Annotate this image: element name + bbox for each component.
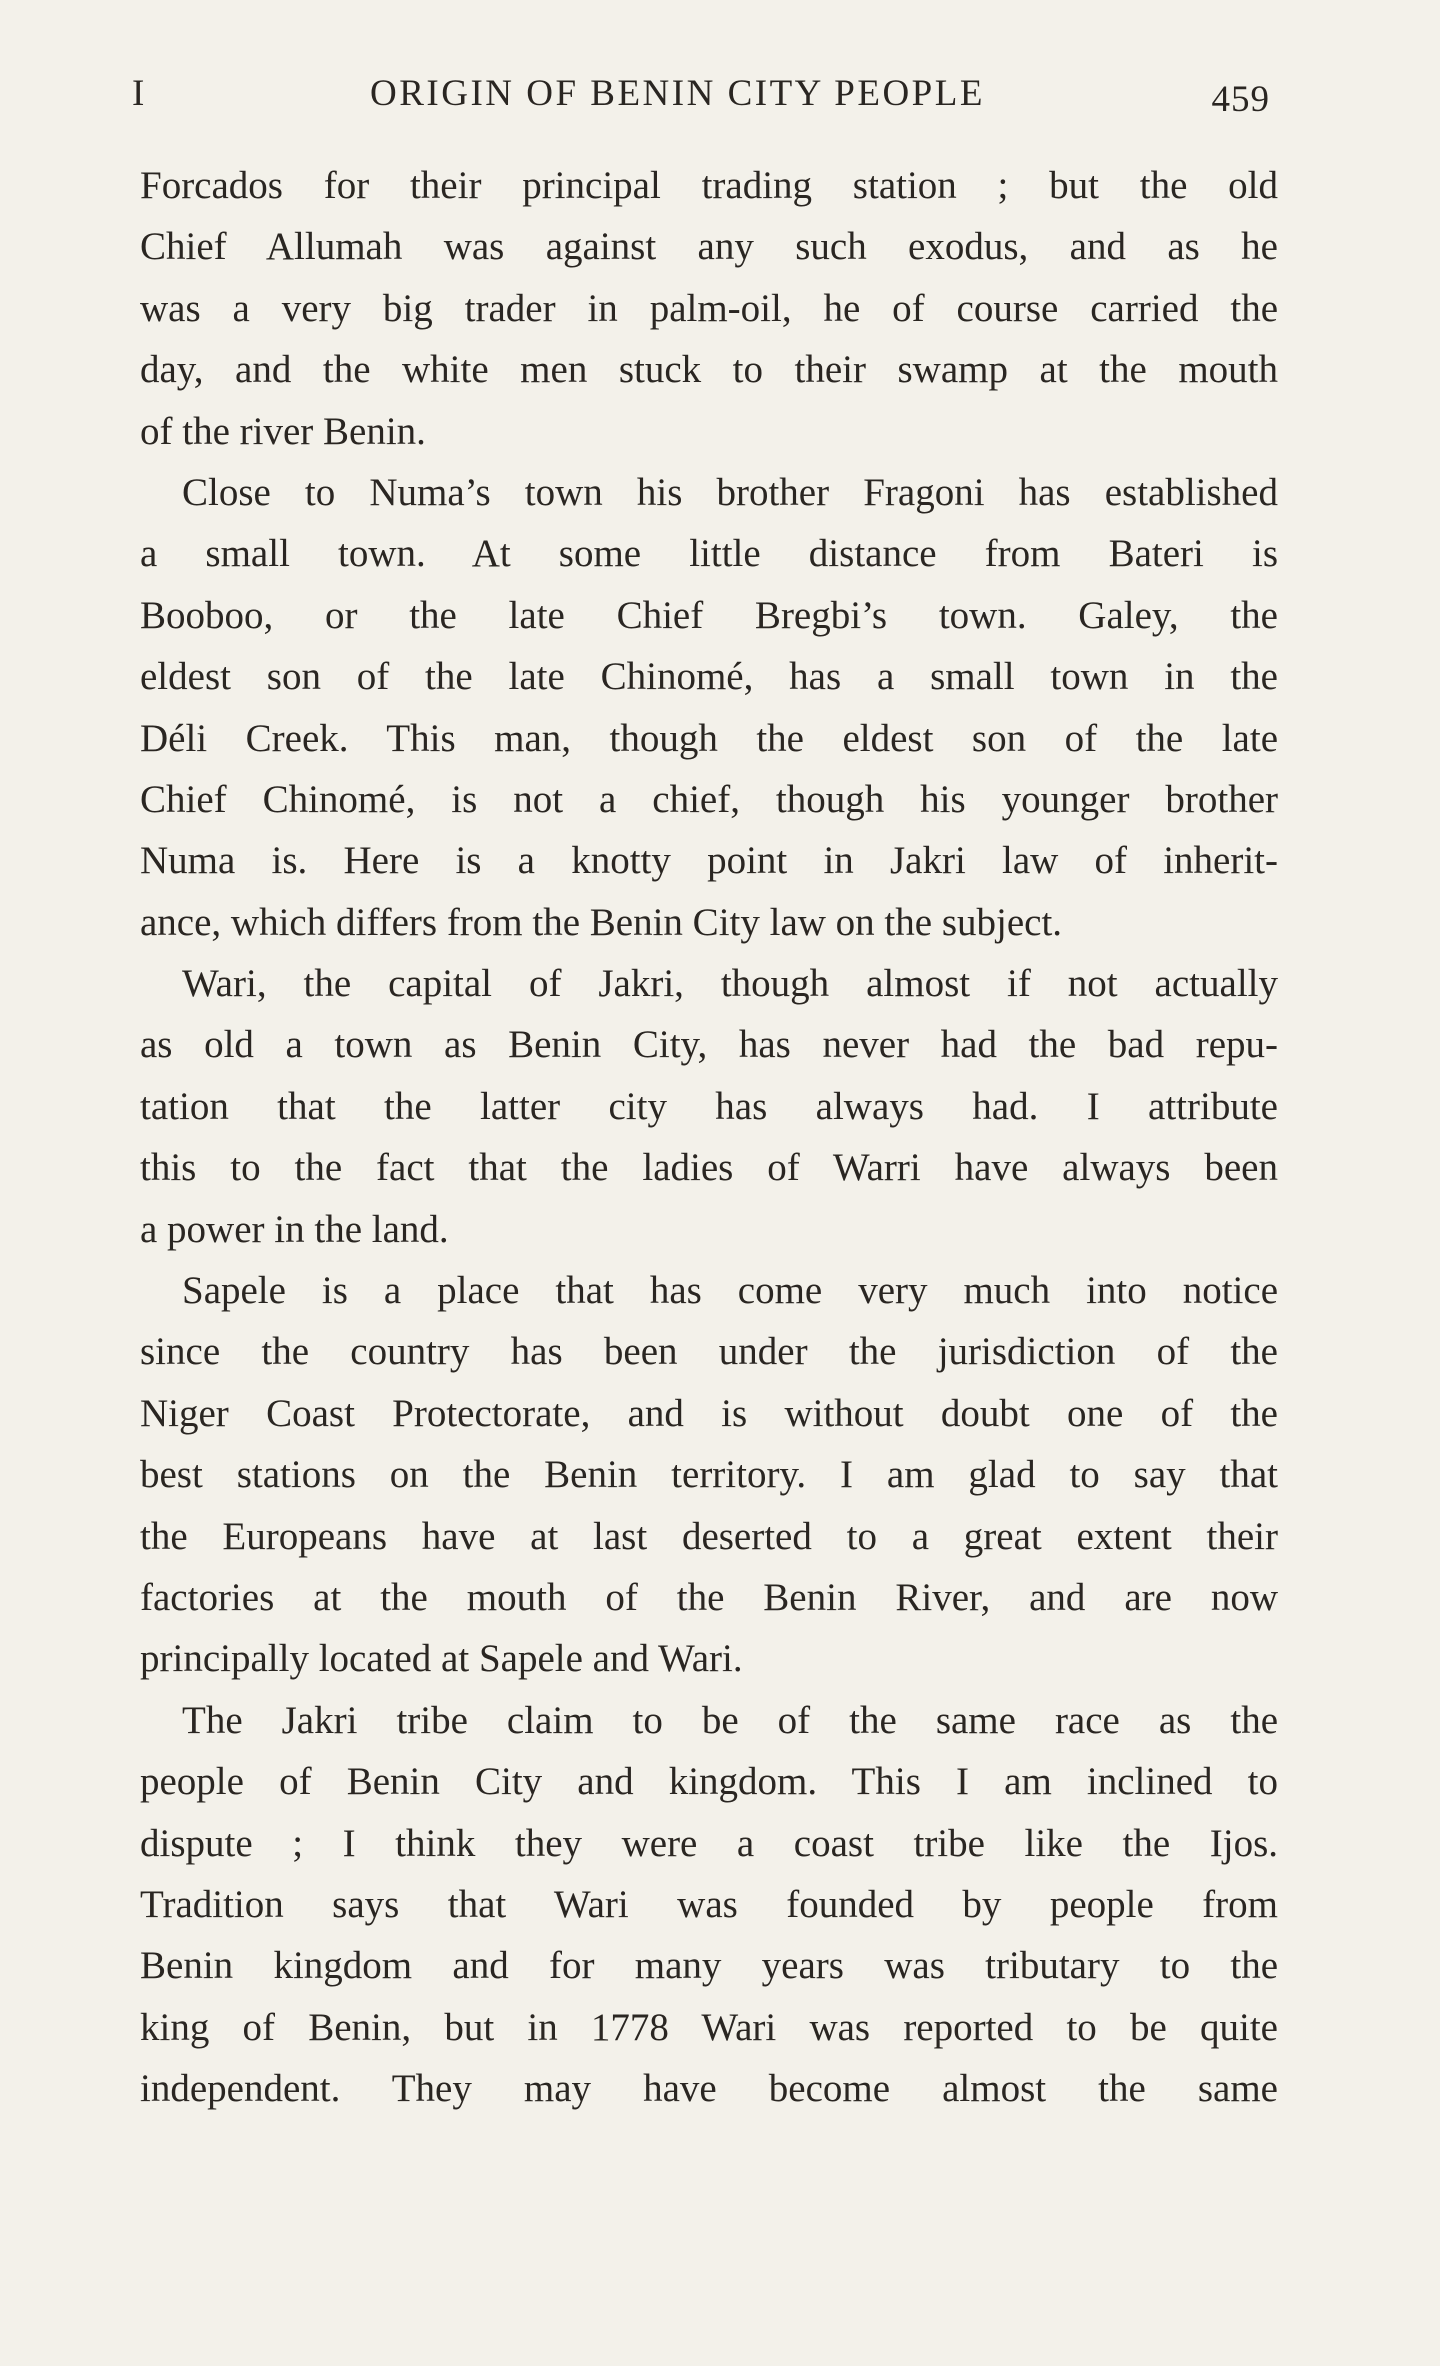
chapter-number: I (132, 73, 147, 114)
text-line: of the river Benin. (140, 409, 426, 453)
text-line: Numa is. Here is a knotty point in Jakri law of inherit- (140, 839, 1278, 883)
text-line: as old a town as Benin City, has never had the bad repu- (140, 1023, 1278, 1067)
text-line: Niger Coast Protectorate, and is without doubt one of the (140, 1391, 1278, 1435)
text-line: a small town. At some little distance from Bateri is (140, 532, 1278, 576)
text-line: ance, which differs from the Benin City law on the subject. (140, 900, 1063, 944)
text-line: best stations on the Benin territory. I am glad to say that (140, 1453, 1278, 1497)
text-line: factories at the mouth of the Benin River, and are now (140, 1575, 1278, 1619)
text-line: Close to Numa’s town his brother Fragoni has established (182, 470, 1278, 514)
text-line: was a very big trader in palm-oil, he of course carried the (140, 286, 1278, 330)
text-line: this to the fact that the ladies of Warri have always been (140, 1146, 1278, 1190)
text-line: day, and the white men stuck to their swamp at the mouth (140, 348, 1278, 392)
text-line: king of Benin, but in 1778 Wari was reported to be quite (140, 2005, 1278, 2049)
text-line: tation that the latter city has always had. I attribute (140, 1084, 1278, 1128)
text-line: dispute ; I think they were a coast tribe like the Ijos. (140, 1821, 1278, 1865)
text-line: principally located at Sapele and Wari. (140, 1637, 743, 1681)
text-line: Sapele is a place that has come very much into notice (182, 1269, 1278, 1313)
text-line: since the country has been under the jurisdiction of the (140, 1330, 1278, 1374)
text-line: Tradition says that Wari was founded by people from (140, 1882, 1278, 1926)
text-line: Benin kingdom and for many years was tributary to the (140, 1944, 1278, 1988)
text-line: a power in the land. (140, 1207, 449, 1251)
text-line: Wari, the capital of Jakri, though almost if not actually (182, 962, 1278, 1006)
running-title: ORIGIN OF BENIN CITY PEOPLE (370, 73, 985, 114)
text-line: Booboo, or the late Chief Bregbi’s town. Galey, the (140, 593, 1278, 637)
text-line: Chief Allumah was against any such exodus, and as he (140, 225, 1278, 269)
text-line: The Jakri tribe claim to be of the same race as the (182, 1698, 1278, 1742)
text-line: Forcados for their principal trading station ; but the old (140, 164, 1278, 207)
page-number: 459 (1211, 79, 1270, 120)
text-line: people of Benin City and kingdom. This I am inclined to (140, 1760, 1278, 1804)
text-line: Chief Chinomé, is not a chief, though his younger brother (140, 777, 1278, 821)
running-head (132, 72, 1270, 132)
text-line: Déli Creek. This man, though the eldest son of the late (140, 716, 1278, 760)
body-text (140, 155, 1278, 2120)
text-line: independent. They may have become almost the same (140, 2067, 1278, 2111)
text-line: the Europeans have at last deserted to a great extent their (140, 1514, 1278, 1558)
text-line: eldest son of the late Chinomé, has a small town in the (140, 655, 1278, 699)
